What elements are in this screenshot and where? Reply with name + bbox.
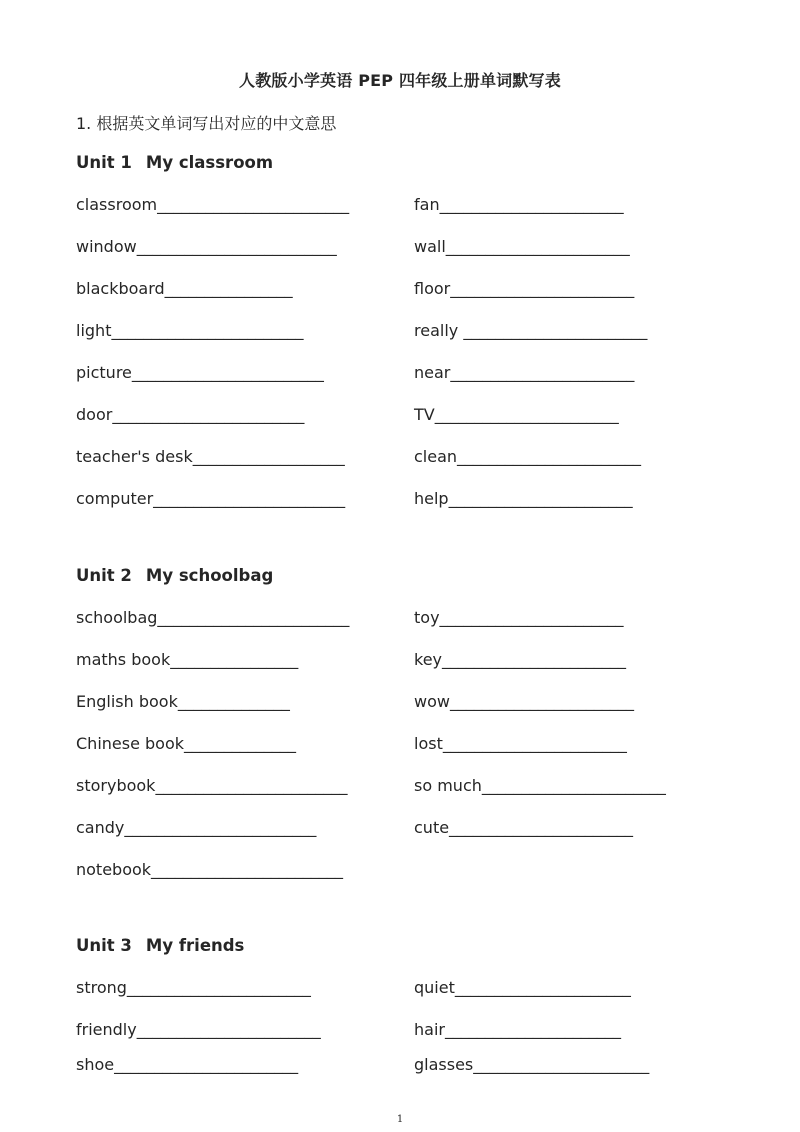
vocab-row	[76, 237, 776, 261]
vocab-item: computer________________________	[76, 489, 346, 508]
vocab-item: toy_______________________	[414, 608, 624, 627]
vocab-item: fan_______________________	[414, 195, 624, 214]
vocab-item: English book______________	[76, 692, 290, 711]
vocab-item: friendly_______________________	[76, 1020, 321, 1039]
page-title: 人教版小学英语 PEP 四年级上册单词默写表	[239, 71, 561, 90]
unit-name: My classroom	[145, 153, 274, 172]
vocab-row	[76, 1020, 776, 1044]
page-number: 1	[396, 1114, 404, 1125]
unit-1-heading	[76, 153, 273, 172]
vocab-item: window_________________________	[76, 237, 337, 256]
vocab-item: light________________________	[76, 321, 304, 340]
unit-number: Unit 3	[76, 936, 132, 955]
unit-name: My schoolbag	[145, 566, 274, 585]
unit-name: My friends	[145, 936, 245, 955]
vocab-item: notebook________________________	[76, 860, 344, 879]
unit-2-heading	[76, 566, 273, 585]
vocab-item: maths book________________	[76, 650, 299, 669]
vocab-item: key_______________________	[414, 650, 627, 669]
vocab-item: TV_______________________	[414, 405, 619, 424]
vocab-item: so much_______________________	[414, 776, 666, 795]
vocab-row	[76, 489, 776, 513]
vocab-item: near_______________________	[414, 363, 635, 382]
vocab-row	[76, 776, 776, 800]
vocab-item: lost_______________________	[414, 734, 627, 753]
vocab-row	[76, 608, 776, 632]
vocab-item: hair______________________	[414, 1020, 621, 1039]
vocab-item: picture________________________	[76, 363, 324, 382]
vocab-item: quiet______________________	[414, 978, 631, 997]
vocab-item: glasses______________________	[414, 1055, 650, 1074]
vocab-row	[76, 978, 776, 1002]
vocab-item: blackboard________________	[76, 279, 293, 298]
vocab-item: door________________________	[76, 405, 305, 424]
vocab-row	[76, 734, 776, 758]
vocab-row	[76, 279, 776, 303]
unit-3-heading	[76, 936, 244, 955]
vocab-row	[76, 650, 776, 674]
instruction-heading: 1. 根据英文单词写出对应的中文意思	[76, 114, 337, 133]
vocab-row	[76, 195, 776, 219]
vocab-row	[76, 692, 776, 716]
vocab-item: shoe_______________________	[76, 1055, 299, 1074]
vocab-item: wall_______________________	[414, 237, 630, 256]
vocab-row	[76, 447, 776, 471]
vocab-item: help_______________________	[414, 489, 633, 508]
vocab-item: strong_______________________	[76, 978, 311, 997]
vocab-item: classroom________________________	[76, 195, 350, 214]
vocab-item: clean_______________________	[414, 447, 642, 466]
vocab-row	[76, 405, 776, 429]
vocab-item: wow_______________________	[414, 692, 634, 711]
vocab-item: storybook________________________	[76, 776, 348, 795]
vocab-item: Chinese book______________	[76, 734, 297, 753]
unit-number: Unit 2	[76, 566, 132, 585]
vocab-row	[76, 363, 776, 387]
vocab-item: teacher's desk___________________	[76, 447, 345, 466]
vocab-row	[76, 1055, 776, 1079]
vocab-row	[76, 818, 776, 842]
vocab-item: floor_______________________	[414, 279, 635, 298]
vocab-row	[76, 321, 776, 345]
vocab-item: schoolbag________________________	[76, 608, 350, 627]
vocab-item: candy________________________	[76, 818, 317, 837]
vocab-item: cute_______________________	[414, 818, 634, 837]
vocab-item: really _______________________	[414, 321, 648, 340]
unit-number: Unit 1	[76, 153, 132, 172]
vocab-row	[76, 860, 776, 884]
